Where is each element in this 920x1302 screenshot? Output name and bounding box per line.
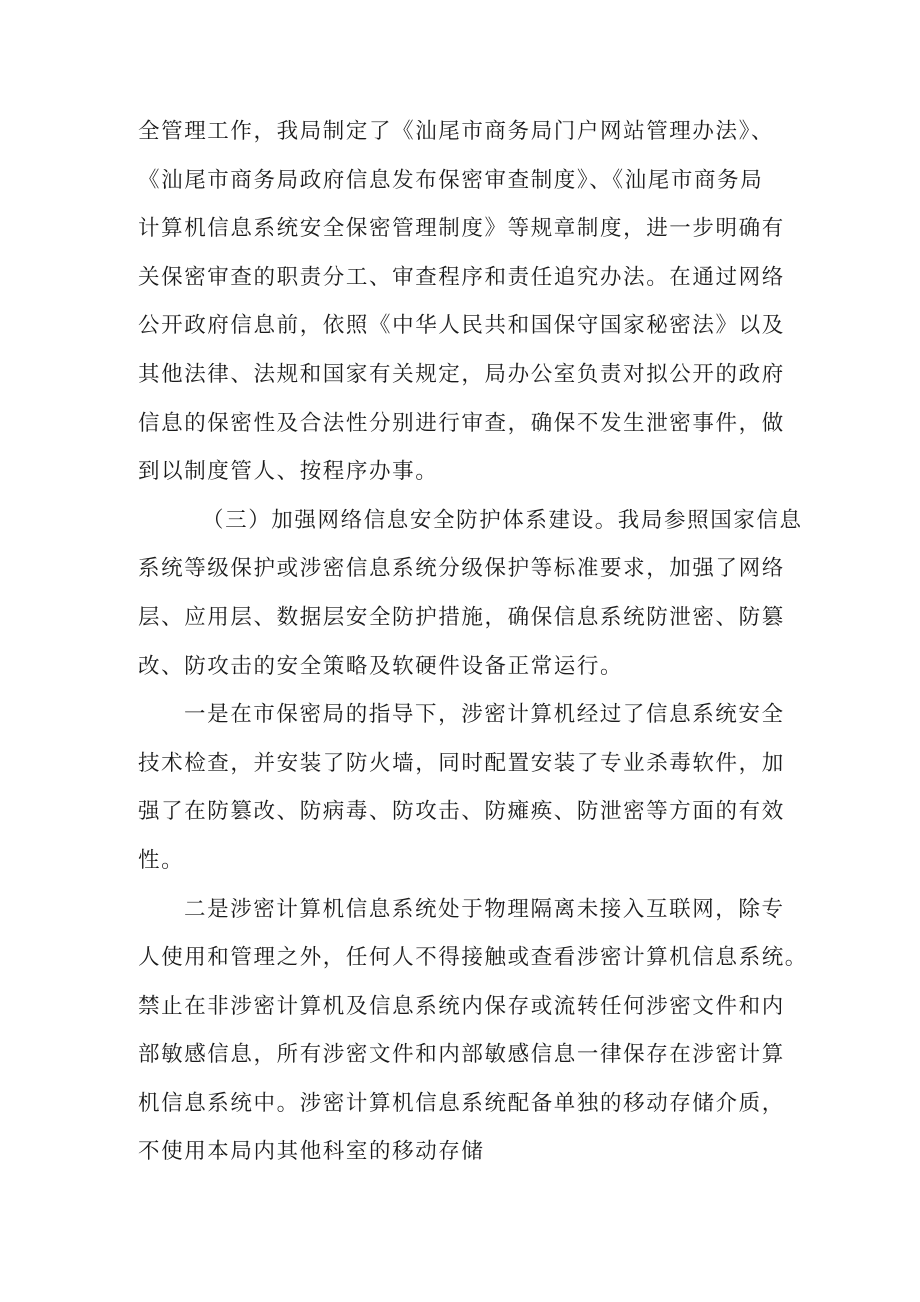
text-line: 性。	[138, 847, 185, 873]
paragraph-security-regulations	[138, 108, 798, 497]
text-line: 机信息系统中。涉密计算机信息系统配备单独的移动存储介质，	[138, 1090, 785, 1116]
text-line: 禁止在非涉密计算机及信息系统内保存或流转任何涉密文件和内	[138, 993, 785, 1019]
text-line: 不使用本局内其他科室的移动存储	[138, 1139, 485, 1165]
text-line: 计算机信息系统安全保密管理制度》等规章制度，进一步明确有	[138, 216, 785, 242]
text-line: 关保密审查的职责分工、审查程序和责任追究办法。在通过网络	[138, 264, 785, 290]
text-line: 部敏感信息，所有涉密文件和内部敏感信息一律保存在涉密计算	[138, 1042, 785, 1068]
paragraph-point-two	[138, 886, 808, 1178]
text-line: 公开政府信息前，依照《中华人民共和国保守国家秘密法》以及	[138, 313, 785, 339]
text-line: 改、防攻击的安全策略及软硬件设备正常运行。	[138, 653, 624, 679]
text-line: 信息的保密性及合法性分别进行审查，确保不发生泄密事件，做	[138, 410, 785, 436]
text-line: 到以制度管人、按程序办事。	[138, 459, 439, 485]
text-line: 二是涉密计算机信息系统处于物理隔离未接入互联网，除专	[184, 896, 785, 922]
text-line: 一是在市保密局的指导下，涉密计算机经过了信息系统安全	[184, 702, 785, 728]
text-line: 层、应用层、数据层安全防护措施，确保信息系统防泄密、防篡	[138, 604, 785, 630]
text-line: 《汕尾市商务局政府信息发布保密审查制度》、《汕尾市商务局	[138, 167, 764, 193]
text-line: 技术检查，并安装了防火墙，同时配置安装了专业杀毒软件，加	[138, 750, 785, 776]
text-line: 全管理工作，我局制定了《汕尾市商务局门户网站管理办法》、	[138, 119, 775, 144]
text-line: 人使用和管理之外，任何人不得接触或查看涉密计算机信息系统。	[138, 945, 808, 971]
text-line: 强了在防篡改、防病毒、防攻击、防瘫痪、防泄密等方面的有效	[138, 799, 785, 825]
document-body	[138, 108, 808, 1177]
text-line: 系统等级保护或涉密信息系统分级保护等标准要求，加强了网络	[138, 556, 785, 582]
text-line: 其他法律、法规和国家有关规定，局办公室负责对拟公开的政府	[138, 361, 785, 387]
paragraph-point-one	[138, 691, 798, 885]
section-heading-line: （三）加强网络信息安全防护体系建设。我局参照国家信息	[202, 507, 803, 533]
paragraph-section-three-heading	[138, 497, 803, 691]
